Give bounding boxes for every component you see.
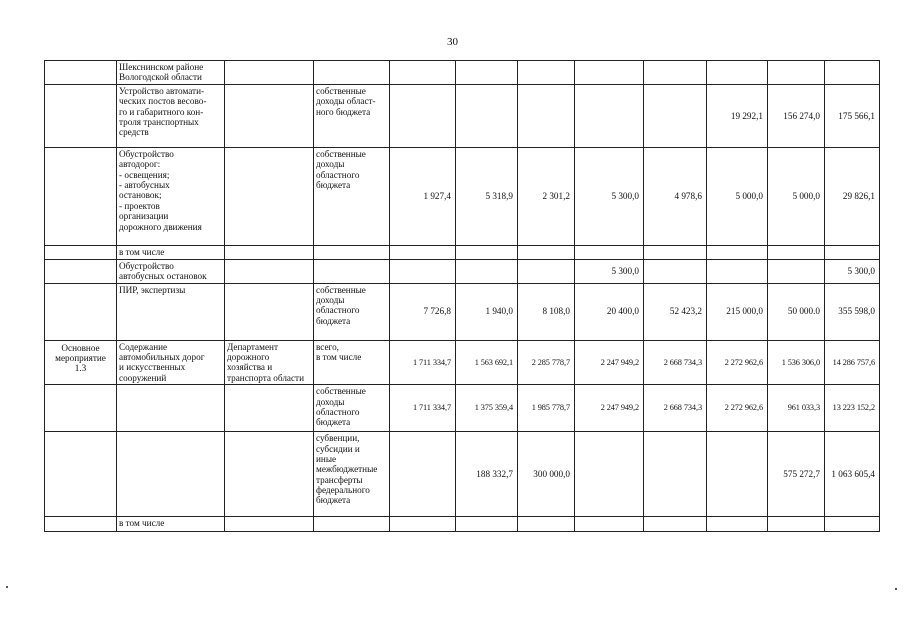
value-cell: 215 000,0 [707,283,768,340]
value-cell: 156 274,0 [768,84,825,147]
value-cell [768,259,825,283]
event-number-cell [45,245,117,259]
funding-source-cell: всего, в том числе [314,340,390,385]
value-cell: 14 286 757,6 [825,340,880,385]
value-cell: 1 563 692,1 [456,340,518,385]
executor-cell [225,432,314,517]
value-cell: 8 108,0 [518,283,575,340]
funding-source-cell: собственные доходы областного бюджета [314,283,390,340]
value-cell [456,517,518,532]
value-cell: 13 223 152,2 [825,385,880,432]
value-cell [456,61,518,85]
value-cell: 355 598,0 [825,283,880,340]
value-cell [518,517,575,532]
value-cell [390,61,456,85]
event-number-cell [45,283,117,340]
table-row [45,84,880,147]
value-cell [644,84,707,147]
event-name-cell: в том числе [117,517,225,532]
value-cell [644,517,707,532]
event-number-cell [45,147,117,245]
value-cell: 1 940,0 [456,283,518,340]
value-cell [456,84,518,147]
value-cell [575,84,644,147]
value-cell [575,61,644,85]
executor-cell [225,61,314,85]
value-cell: 1 375 359,4 [456,385,518,432]
value-cell: 575 272,7 [768,432,825,517]
value-cell [518,245,575,259]
value-cell [456,259,518,283]
funding-source-cell [314,259,390,283]
value-cell [707,432,768,517]
funding-source-cell: собственные доходы областного бюджета [314,385,390,432]
value-cell [644,245,707,259]
value-cell [644,432,707,517]
value-cell [707,245,768,259]
event-name-cell [117,432,225,517]
value-cell: 961 033,3 [768,385,825,432]
executor-cell [225,245,314,259]
executor-cell [225,385,314,432]
event-number-cell: Основное мероприятие 1.3 [45,340,117,385]
event-name-cell: Обустройство автобусных остановок [117,259,225,283]
executor-cell [225,283,314,340]
value-cell [390,432,456,517]
value-cell: 2 247 949,2 [575,385,644,432]
table-row [45,517,880,532]
value-cell: 2 272 962,6 [707,385,768,432]
event-name-cell: Устройство автомати- ческих постов весово- го и габаритного кон- троля транспортных средств [117,84,225,147]
table-row [45,259,880,283]
executor-cell [225,84,314,147]
event-number-cell [45,432,117,517]
value-cell [707,61,768,85]
value-cell: 1 985 778,7 [518,385,575,432]
value-cell [456,245,518,259]
value-cell [768,517,825,532]
event-name-cell [117,385,225,432]
value-cell: 1 536 306,0 [768,340,825,385]
value-cell: 20 400,0 [575,283,644,340]
table-row [45,61,880,85]
value-cell [518,259,575,283]
value-cell: 52 423,2 [644,283,707,340]
event-number-cell [45,84,117,147]
value-cell [825,245,880,259]
value-cell [390,245,456,259]
funding-source-cell: собственные доходы област- ного бюджета [314,84,390,147]
event-number-cell [45,385,117,432]
table-row [45,283,880,340]
executor-cell [225,259,314,283]
budget-table [44,60,880,532]
value-cell: 2 247 949,2 [575,340,644,385]
table-body [45,61,880,532]
value-cell [390,84,456,147]
value-cell [644,61,707,85]
value-cell [707,259,768,283]
value-cell [644,259,707,283]
funding-source-cell: субвенции, субсидии и иные межбюджетные трансферты федерального бюджета [314,432,390,517]
event-name-cell: Содержание автомобильных дорог и искусственных сооружений [117,340,225,385]
value-cell [825,61,880,85]
page-number: 30 [447,36,458,48]
value-cell: 2 301,2 [518,147,575,245]
value-cell: 2 285 778,7 [518,340,575,385]
table-row [45,147,880,245]
value-cell: 7 726,8 [390,283,456,340]
value-cell [518,61,575,85]
event-name-cell: Шекснинском районе Вологодской области [117,61,225,85]
executor-cell [225,517,314,532]
event-name-cell: Обустройство автодорог: - освещения; - автобусных остановок; - проектов организации дорожного движения [117,147,225,245]
value-cell [707,517,768,532]
value-cell [390,517,456,532]
value-cell [575,432,644,517]
value-cell: 300 000,0 [518,432,575,517]
funding-source-cell [314,61,390,85]
value-cell: 5 300,0 [575,259,644,283]
value-cell [518,84,575,147]
event-name-cell: в том числе [117,245,225,259]
value-cell: 2 668 734,3 [644,340,707,385]
value-cell [768,61,825,85]
funding-source-cell [314,245,390,259]
value-cell: 1 711 334,7 [390,340,456,385]
table-row [45,432,880,517]
value-cell: 5 300,0 [575,147,644,245]
scan-speck [895,588,897,590]
value-cell: 1 063 605,4 [825,432,880,517]
scan-speck [6,586,8,588]
value-cell: 2 668 734,3 [644,385,707,432]
value-cell: 2 272 962,6 [707,340,768,385]
value-cell [768,245,825,259]
value-cell: 5 000,0 [707,147,768,245]
value-cell: 1 927,4 [390,147,456,245]
executor-cell [225,147,314,245]
executor-cell: Департамент дорожного хозяйства и транспорта области [225,340,314,385]
value-cell: 1 711 334,7 [390,385,456,432]
event-name-cell: ПИР, экспертизы [117,283,225,340]
value-cell: 29 826,1 [825,147,880,245]
value-cell [575,517,644,532]
table-row [45,245,880,259]
table-row [45,385,880,432]
event-number-cell [45,61,117,85]
event-number-cell [45,259,117,283]
value-cell: 19 292,1 [707,84,768,147]
value-cell: 5 000,0 [768,147,825,245]
value-cell [575,245,644,259]
value-cell [390,259,456,283]
funding-source-cell [314,517,390,532]
value-cell: 50 000.0 [768,283,825,340]
value-cell [825,517,880,532]
value-cell: 5 300,0 [825,259,880,283]
funding-source-cell: собственные доходы областного бюджета [314,147,390,245]
event-number-cell [45,517,117,532]
value-cell: 4 978,6 [644,147,707,245]
value-cell: 188 332,7 [456,432,518,517]
value-cell: 5 318,9 [456,147,518,245]
table-row [45,340,880,385]
value-cell: 175 566,1 [825,84,880,147]
